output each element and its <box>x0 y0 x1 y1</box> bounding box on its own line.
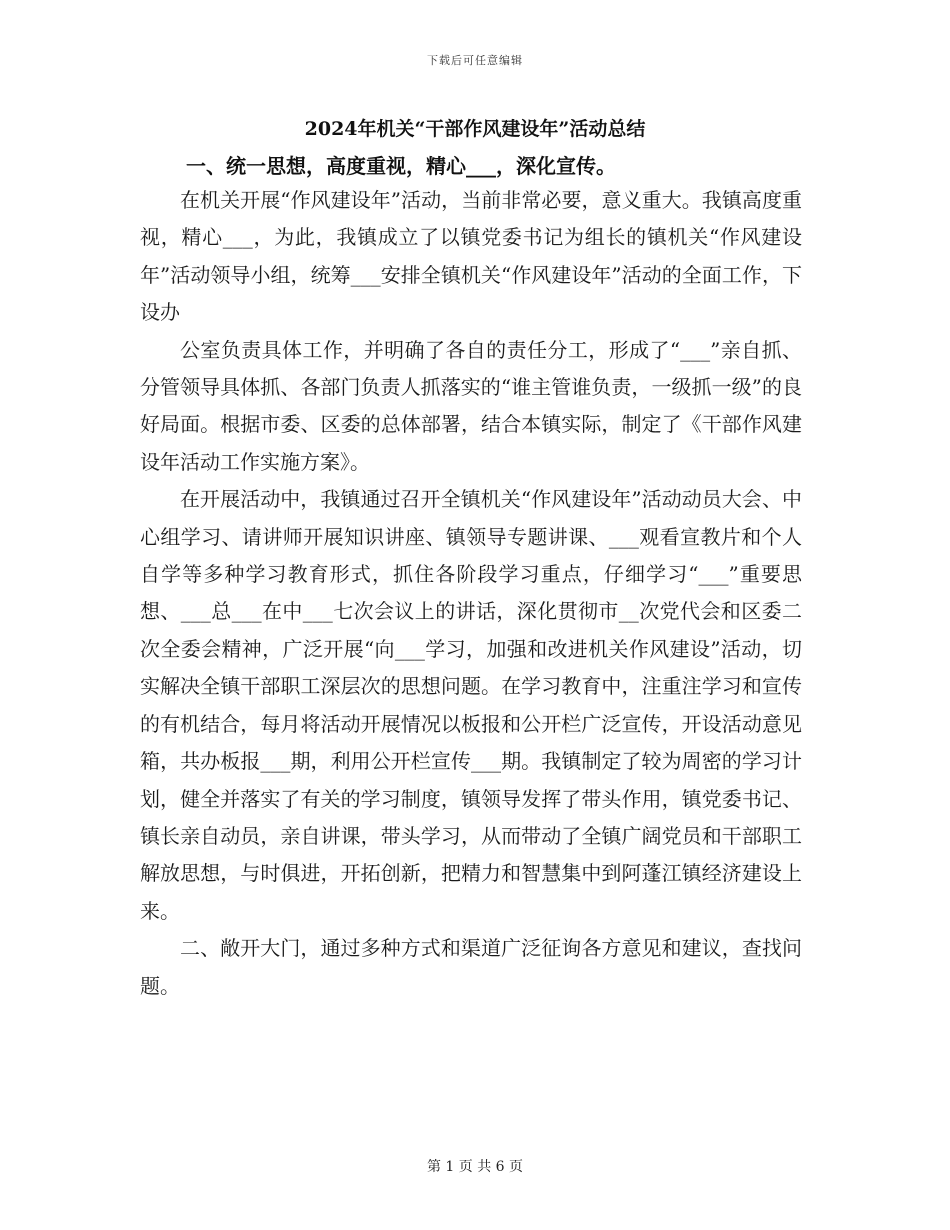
paragraph-3: 在开展活动中，我镇通过召开全镇机关“作风建设年”活动动员大会、中心组学习、请讲师开展知识讲座、镇领导专题讲课、___观看宣教片和个人自学等多种学习教育形式，抓住各阶段学习重点，仔细学习“___”重要思想、___总___在中___七次会议上的讲话，深化贯彻市__次党代会和区委二次全委会精神，广泛开展“向___学习，加强和改进机关作风建设”活动，切实解决全镇干部职工深层次的思想问题。在学习教育中，注重注学习和宣传的有机结合，每月将活动开展情况以板报和公开栏广泛宣传，开设活动意见箱，共办板报___期，利用公开栏宣传___期。我镇制定了较为周密的学习计划，健全并落实了有关的学习制度，镇领导发挥了带头作用，镇党委书记、镇长亲自动员，亲自讲课，带头学习，从而带动了全镇广阔党员和干部职工解放思想，与时俱进，开拓创新，把精力和智慧集中到阿蓬江镇经济建设上来。 <box>140 487 802 923</box>
paragraph-2: 公室负责具体工作，并明确了各自的责任分工，形成了“___”亲自抓、分管领导具体抓、各部门负责人抓落实的“谁主管谁负责，一级抓一级”的良好局面。根据市委、区委的总体部署，结合本镇实际，制定了《干部作风建设年活动工作实施方案》。 <box>140 337 802 474</box>
document-body <box>140 182 802 1005</box>
page-header-note: 下载后可任意编辑 <box>427 54 523 67</box>
section-heading-1: 一、统一思想，高度重视，精心___，深化宣传。 <box>186 154 616 178</box>
paragraph-4: 二、敞开大门，通过多种方式和渠道广泛征询各方意见和建议，查找问题。 <box>140 936 802 998</box>
page-indicator: 第 1 页 共 6 页 <box>426 1159 524 1175</box>
paragraph-1: 在机关开展“作风建设年”活动，当前非常必要，意义重大。我镇高度重视，精心___，为此，我镇成立了以镇党委书记为组长的镇机关“作风建设年”活动领导小组，统筹___安排全镇机关“作风建设年”活动的全面工作，下设办 <box>140 188 802 325</box>
document-title: 2024年机关“干部作风建设年”活动总结 <box>304 118 646 140</box>
